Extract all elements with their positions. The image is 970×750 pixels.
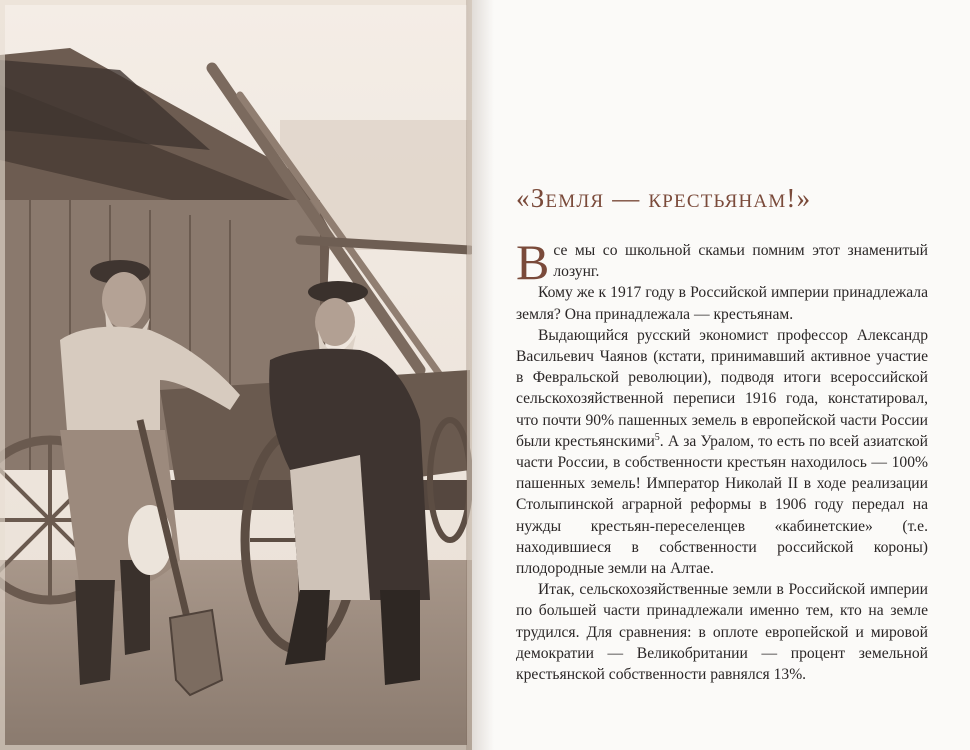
footnote-marker[interactable]: 5 xyxy=(654,431,660,443)
paragraph-2: Кому же к 1917 году в Российской империи принадлежала земля? Она принадлежала — крестьянам. xyxy=(516,284,928,323)
paragraph-3 xyxy=(516,325,928,579)
paragraph-3-text-b: . А за Уралом, то есть по всей азиатской части России, в собственности крестьян находилось — 100% пашенных земель! Император Николай II в ходе реализации Столыпинской аграрной реформы в 1906 году передал на нужды крестьян-переселенцев «кабинетские» (т.е. находившиеся в собственности российской короны) плодородные земли на Алтае. xyxy=(516,432,928,578)
drop-cap: В xyxy=(516,234,550,290)
body-text xyxy=(516,234,928,685)
right-page xyxy=(472,0,970,750)
chapter-title: «Земля — крестьянам!» xyxy=(516,183,812,213)
left-page xyxy=(0,0,472,750)
paragraph-1 xyxy=(516,234,928,290)
paragraph-4: Итак, сельскохозяйственные земли в Российской империи по большей части принадлежали именно тем, кто на земле трудился. Для сравнения: в оплоте европейской и мировой демократии — Великобритании — процент земельной крестьянской собственности равнялся 13%. xyxy=(516,581,928,684)
paragraph-1-text: се мы со школьной скамьи помним этот знаменитый лозунг. xyxy=(553,242,928,281)
historical-photo xyxy=(0,0,472,750)
paragraph-3-text-a: Выдающийся русский экономист профессор Александр Васильевич Чаянов (кстати, принимавший активное участие в Февральской революции), подводя итоги всероссийской сельскохозяйственной переписи 1916 года, констатировал, что почти 90% пашенных земель в европейской части России были крестьянскими xyxy=(516,326,928,450)
